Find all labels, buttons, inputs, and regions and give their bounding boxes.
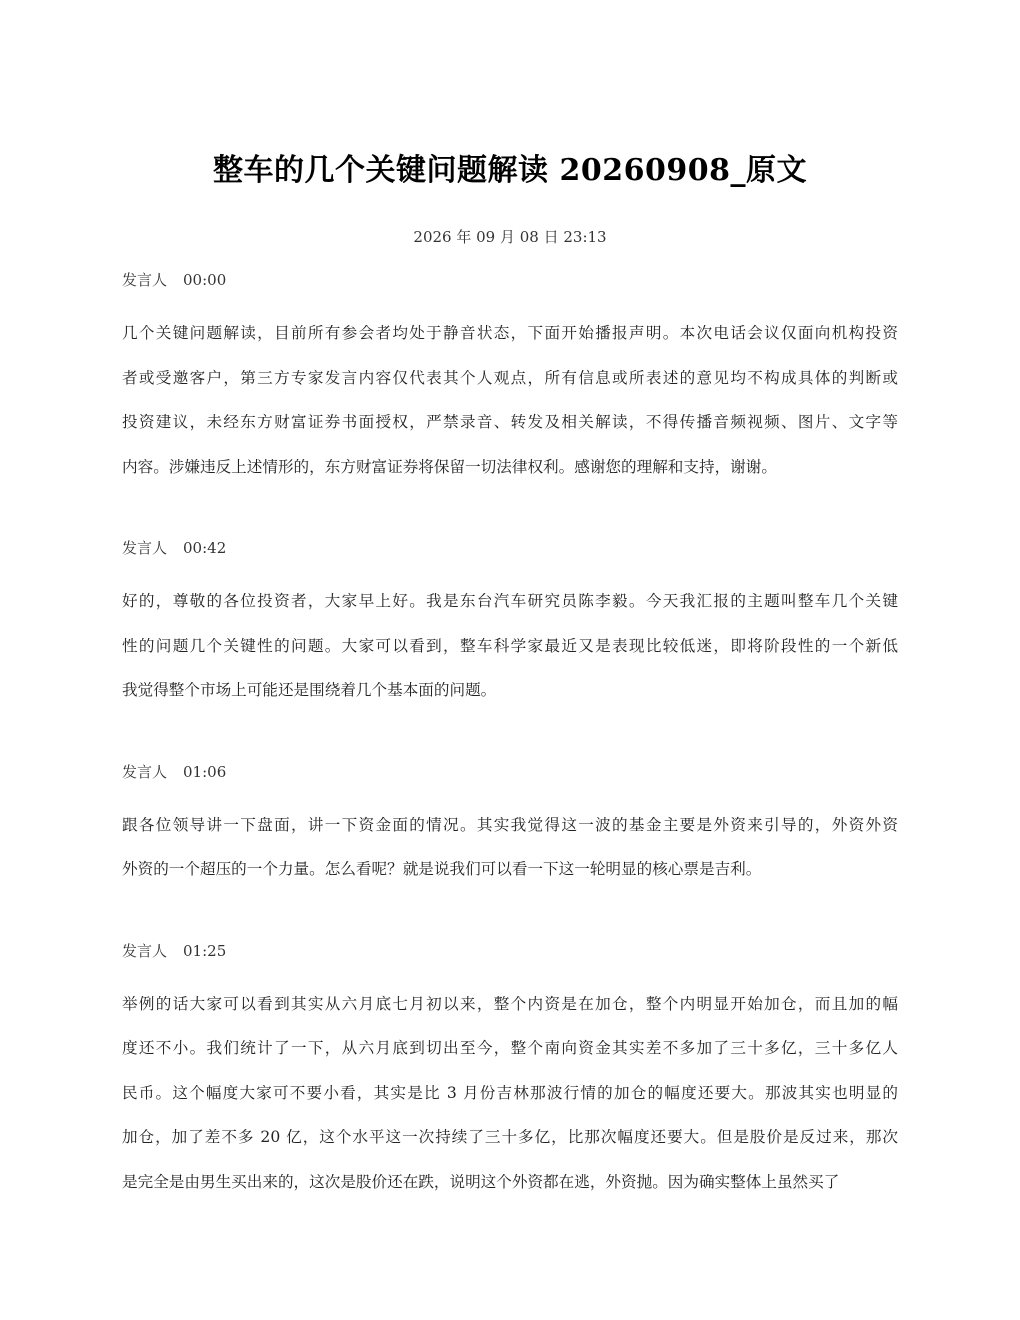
document-date: 2026 年 09 月 08 日 23:13 — [413, 228, 607, 246]
speaker-name: 发言人 — [122, 762, 168, 781]
speaker-timestamp: 00:42 — [183, 539, 227, 557]
transcript-segment — [122, 940, 898, 1205]
speaker-name: 发言人 — [122, 271, 168, 289]
paragraph-line: 者或受邀客户，第三方专家发言内容仅代表其个人观点，所有信息或所表述的意见均不构成具体的判断或 — [122, 368, 898, 387]
speaker-paragraph — [122, 311, 898, 489]
transcript-segment — [122, 537, 898, 713]
paragraph-line: 外资的一个超压的一个力量。怎么看呢？就是说我们可以看一下这一轮明显的核心票是吉利。 — [122, 860, 762, 878]
speaker-timestamp: 01:25 — [183, 941, 227, 960]
transcript-body — [122, 269, 898, 1204]
paragraph-line: 度还不小。我们统计了一下，从六月底到切出至今，整个南向资金其实差不多加了三十多亿，三十多亿人 — [122, 1039, 898, 1057]
paragraph-line: 举例的话大家可以看到其实从六月底七月初以来，整个内资是在加仓，整个内明显开始加仓，而且加的幅 — [122, 994, 898, 1013]
speaker-name: 发言人 — [122, 539, 168, 557]
speaker-timestamp: 01:06 — [183, 762, 227, 781]
speaker-paragraph — [122, 803, 898, 892]
paragraph-line: 我觉得整个市场上可能还是围绕着几个基本面的问题。 — [122, 681, 497, 699]
speaker-name: 发言人 — [122, 941, 168, 960]
speaker-line — [122, 269, 898, 291]
paragraph-line: 跟各位领导讲一下盘面，讲一下资金面的情况。其实我觉得这一波的基金主要是外资来引导的，外资外资 — [122, 815, 898, 834]
speaker-paragraph — [122, 982, 898, 1205]
speaker-line — [122, 940, 898, 962]
speaker-timestamp: 00:00 — [183, 271, 227, 289]
paragraph-line: 几个关键问题解读，目前所有参会者均处于静音状态，下面开始播报声明。本次电话会议仅面向机构投资 — [122, 324, 898, 342]
speaker-line — [122, 537, 898, 559]
paragraph-line: 性的问题几个关键性的问题。大家可以看到，整车科学家最近又是表现比较低迷，即将阶段性的一个新低 — [122, 636, 898, 655]
transcript-segment — [122, 761, 898, 892]
paragraph-line: 民币。这个幅度大家可不要小看，其实是比 3 月份吉林那波行情的加仓的幅度还要大。那波其实也明显的 — [122, 1083, 898, 1102]
paragraph-line: 是完全是由男生买出来的，这次是股价还在跌，说明这个外资都在逃，外资抛。因为确实整体上虽然买了 — [122, 1172, 840, 1191]
document-title: 整车的几个关键问题解读 20260908_原文 — [213, 153, 807, 188]
paragraph-line: 内容。涉嫌违反上述情形的，东方财富证券将保留一切法律权利。感谢您的理解和支持，谢谢。 — [122, 457, 777, 476]
speaker-line — [122, 761, 898, 783]
paragraph-line: 投资建议，未经东方财富证券书面授权，严禁录音、转发及相关解读，不得传播音频视频、图片、文字等 — [122, 413, 898, 431]
paragraph-line: 加仓，加了差不多 20 亿，这个水平这一次持续了三十多亿，比那次幅度还要大。但是股价是反过来，那次 — [122, 1128, 898, 1146]
paragraph-line: 好的，尊敬的各位投资者，大家早上好。我是东台汽车研究员陈李毅。今天我汇报的主题叫整车几个关键 — [122, 592, 898, 610]
transcript-segment — [122, 269, 898, 489]
speaker-paragraph — [122, 579, 898, 713]
